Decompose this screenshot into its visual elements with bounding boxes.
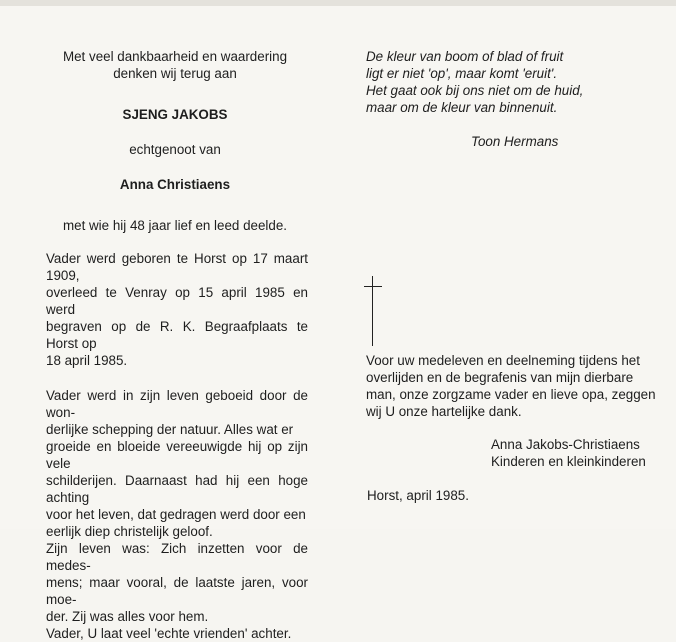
life-line: eerlijk diep christelijk geloof. <box>46 524 213 539</box>
thanks-block <box>366 352 656 420</box>
biography-block <box>46 250 308 642</box>
dedication-block <box>40 48 310 234</box>
spouse-label: echtgenoot van <box>129 142 221 157</box>
place-date: Horst, april 1985. <box>367 488 469 503</box>
poem-line: maar om de kleur van binnenuit. <box>366 100 558 115</box>
marriage-line: met wie hij 48 jaar lief en leed deelde. <box>62 218 288 233</box>
bio-line: 18 april 1985. <box>46 353 128 368</box>
life-line: mens; maar vooral, de laatste jaren, voor moe- <box>46 575 308 607</box>
life-line: derlijke schepping der natuur. Alles wat er <box>46 422 294 437</box>
life-line: voor het leven, dat gedragen werd door een <box>46 507 306 522</box>
poem-line: Het gaat ook bij ons niet om de huid, <box>366 83 584 98</box>
life-line: Zijn leven was: Zich inzetten voor de medes- <box>46 541 308 573</box>
thanks-line: wij U onze hartelijke dank. <box>366 404 522 419</box>
poem-author: Toon Hermans <box>471 134 559 149</box>
bio-paragraph <box>46 250 308 369</box>
bio-line: overleed te Venray op 15 april 1985 en werd <box>46 285 308 317</box>
life-line: der. Zij was alles voor hem. <box>46 609 209 624</box>
life-paragraph <box>46 387 308 642</box>
intro-line: Met veel dankbaarheid en waardering <box>62 49 288 64</box>
signature-block <box>491 436 661 470</box>
poem-line: De kleur van boom of blad of fruit <box>366 49 564 64</box>
life-line: Vader werd in zijn leven geboeid door de won- <box>46 388 308 420</box>
life-line: schilderijen. Daarnaast had hij een hoge achting <box>46 473 308 505</box>
life-line: groeide en bloeide vereeuwigde hij op zijn vele <box>46 439 308 471</box>
cross-horizontal-bar <box>364 286 382 287</box>
bio-line: Vader werd geboren te Horst op 17 maart 1909, <box>46 251 308 283</box>
life-line: Vader, U laat veel 'echte vrienden' achter. <box>46 626 292 641</box>
paragraph-gap <box>46 369 308 387</box>
thanks-line: overlijden en de begrafenis van mijn dierbare <box>366 370 634 385</box>
poem-line: ligt er niet 'op', maar komt 'eruit'. <box>366 66 558 81</box>
signature-line: Anna Jakobs-Christiaens <box>491 437 640 452</box>
spouse-name: Anna Christiaens <box>119 177 231 192</box>
thanks-line: man, onze zorgzame vader en lieve opa, zeggen <box>366 387 656 402</box>
bio-line: begraven op de R. K. Begraafplaats te Horst op <box>46 319 308 351</box>
intro-line: denken wij terug aan <box>113 66 237 81</box>
cross-icon <box>364 276 382 346</box>
deceased-name: SJENG JAKOBS <box>122 107 228 122</box>
thanks-line: Voor uw medeleven en deelneming tijdens het <box>366 353 640 368</box>
poem-block <box>366 48 656 150</box>
signature-line: Kinderen en kleinkinderen <box>491 454 646 469</box>
